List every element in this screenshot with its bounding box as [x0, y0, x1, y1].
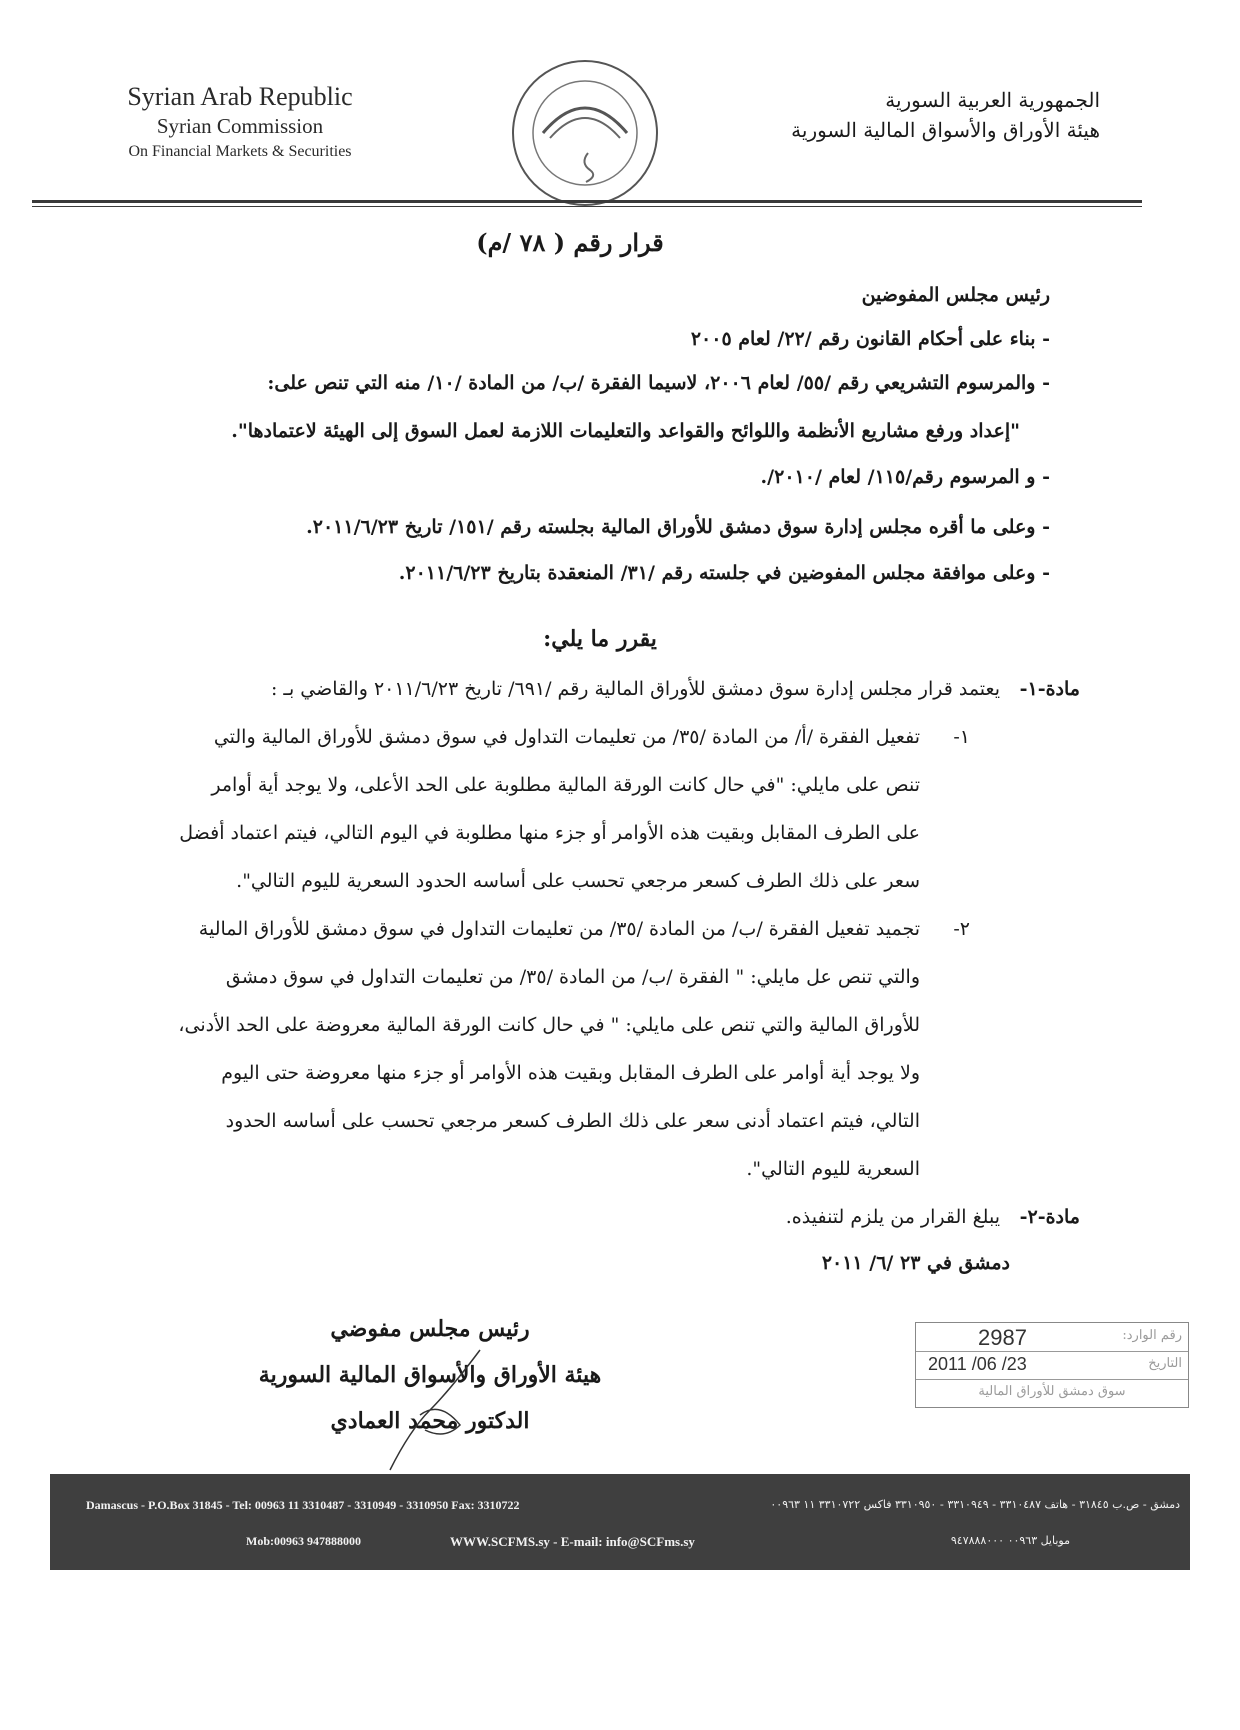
header-divider	[32, 200, 1142, 203]
item-2-line: ولا يوجد أية أوامر على الطرف المقابل وبقيت هذه الأوامر أو جزء منها معروضة حتى اليوم	[221, 1062, 920, 1084]
footer-mobile-ar: موبايل ٠٠٩٦٣ ٩٤٧٨٨٨٠٠٠	[950, 1534, 1070, 1547]
article-1-label: مادة-١-	[1019, 678, 1080, 700]
place-date: دمشق في ٢٣ /٦/ ٢٠١١	[821, 1252, 1010, 1274]
preamble-item-3: - و المرسوم رقم/١١٥/ لعام /٢٠١٠/.	[760, 466, 1050, 488]
item-1-line: سعر على ذلك الطرف كسعر مرجعي تحسب على أساسه الحدود السعرية لليوم التالي".	[236, 870, 920, 892]
preamble-item-2: - والمرسوم التشريعي رقم /٥٥/ لعام ٢٠٠٦، لاسيما الفقرة /ب/ من المادة /١٠/ منه التي تنص على:	[267, 372, 1050, 394]
handwritten-signature	[330, 1330, 500, 1490]
decision-title: قرار رقم ( ٧٨ /م)	[476, 228, 664, 257]
commission-logo	[510, 58, 660, 208]
footer-mobile: Mob:00963 947888000	[246, 1534, 361, 1548]
preamble-quote: "إعداد ورفع مشاريع الأنظمة واللوائح والقواعد والتعليمات اللازمة لعمل السوق إلى الهيئة لاعتمادها".	[231, 420, 1020, 442]
article-2-label: مادة-٢-	[1019, 1206, 1080, 1228]
incoming-stamp	[915, 1322, 1189, 1408]
item-1-number: ١-	[953, 726, 970, 748]
preamble-item-1: - بناء على أحكام القانون رقم /٢٢/ لعام ٢٠٠٥	[690, 328, 1050, 350]
signature-title: رئيس مجلس مفوضي	[330, 1316, 530, 1342]
header-en-commission: Syrian Commission	[156, 114, 324, 138]
preamble-item-5: - وعلى موافقة مجلس المفوضين في جلسته رقم /٣١/ المنعقدة بتاريخ ٢٠١١/٦/٢٣.	[398, 562, 1050, 584]
stamp-organization: سوق دمشق للأوراق المالية	[978, 1384, 1126, 1399]
addressee: رئيس مجلس المفوضين	[861, 284, 1050, 306]
item-2-line: السعرية لليوم التالي".	[746, 1158, 920, 1180]
footer-address-ar: دمشق - ص.ب ٣١٨٤٥ - هاتف ٣٣١٠٤٨٧ - ٣٣١٠٩٤٩ - ٣٣١٠٩٥٠ فاكس ٣٣١٠٧٢٢ ١١ ٠٠٩٦٣	[770, 1498, 1180, 1511]
stamp-date-value: 2011 /06 /23	[928, 1354, 1027, 1374]
header-ar-country: الجمهورية العربية السورية	[885, 88, 1100, 112]
article-2-text: يبلغ القرار من يلزم لتنفيذه.	[785, 1206, 1000, 1228]
footer-address-en: Damascus - P.O.Box 31845 - Tel: 00963 11 3310487 - 3310949 - 3310950 Fax: 3310722	[86, 1498, 520, 1512]
item-2-line: تجميد تفعيل الفقرة /ب/ من المادة /٣٥/ من تعليمات التداول في سوق دمشق للأوراق المالية	[198, 918, 920, 940]
header-en-country: Syrian Arab Republic	[127, 82, 353, 111]
item-2-number: ٢-	[953, 918, 970, 940]
header-divider-thin	[32, 206, 1142, 207]
stamp-date-label: التاريخ	[1148, 1356, 1182, 1371]
item-1-line: تفعيل الفقرة /أ/ من المادة /٣٥/ من تعليمات التداول في سوق دمشق للأوراق المالية والتي	[213, 726, 920, 748]
signature-name: الدكتور محمد العمادي	[330, 1408, 530, 1434]
header-ar-commission: هيئة الأوراق والأسواق المالية السورية	[791, 118, 1100, 142]
footer-web-email: WWW.SCFMS.sy - E-mail: info@SCFms.sy	[450, 1534, 695, 1549]
stamp-incoming-label: رقم الوارد:	[1122, 1328, 1182, 1343]
footer-contact-bar	[50, 1474, 1190, 1570]
item-1-line: تنص على مايلي: "في حال كانت الورقة المالية مطلوبة على الحد الأعلى، ولا يوجد أية أوامر	[211, 774, 920, 796]
item-2-line: للأوراق المالية والتي تنص على مايلي: " في حال كانت الورقة المالية معروضة على الحد الأدنى،	[178, 1014, 920, 1036]
item-2-line: التالي، فيتم اعتماد أدنى سعر على ذلك الطرف كسعر مرجعي تحسب على أساسه الحدود	[225, 1110, 920, 1132]
stamp-incoming-number: 2987	[978, 1325, 1027, 1350]
preamble-item-4: - وعلى ما أقره مجلس إدارة سوق دمشق للأوراق المالية بجلسته رقم /١٥١/ تاريخ ٢٠١١/٦/٢٣.	[306, 516, 1050, 538]
header-en-subtitle: On Financial Markets & Securities	[128, 143, 352, 160]
article-1-text: يعتمد قرار مجلس إدارة سوق دمشق للأوراق المالية رقم /٦٩١/ تاريخ ٢٠١١/٦/٢٣ والقاضي بـ :	[270, 678, 1000, 700]
signature-org: هيئة الأوراق والأسواق المالية السورية	[258, 1362, 602, 1388]
decides-heading: يقرر ما يلي:	[543, 626, 657, 652]
item-2-line: والتي تنص عل مايلي: " الفقرة /ب/ من المادة /٣٥/ من تعليمات التداول في سوق دمشق	[225, 966, 920, 988]
item-1-line: على الطرف المقابل وبقيت هذه الأوامر أو جزء منها مطلوبة في اليوم التالي، فيتم اعتماد أفضل	[179, 822, 920, 844]
